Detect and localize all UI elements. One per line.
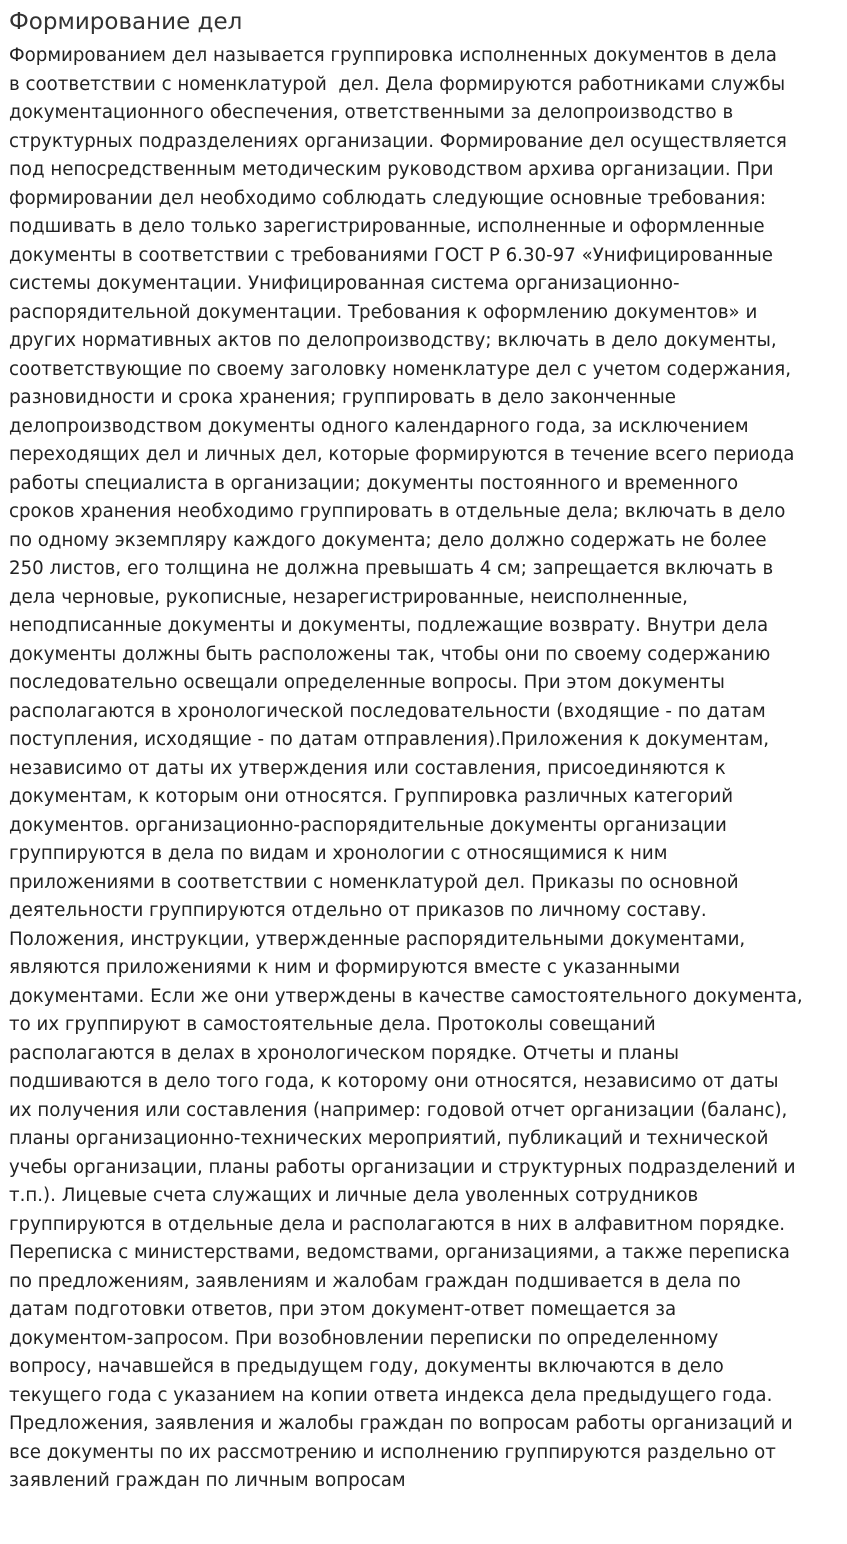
article-body: Формированием дел называется группировка исполненных документов в дела в соответствии с номенклатурой дел. Дела формируются работниками службы документационного обеспечения, ответственными за делопроизводство в структурных подразделениях организации. Формирование дел осуществляется под непосредственным методическим руководством архива организации. При формировании дел необходимо соблюдать следующие основные требования: подшивать в дело только зарегистрированные, исполненные и оформленные документы в соответствии с требованиями ГОСТ Р 6.30-97 «Унифицированные системы документации. Унифицированная система организационно- распорядительной документации. Требования к оформлению документов» и других нормативных актов по делопроизводству; включать в дело документы, соответствующие по своему заголовку номенклатуре дел с учетом содержания, разновидности и срока хранения; группировать в дело законченные делопроизводством документы одного календарного года, за исключением переходящих дел и личных дел, которые формируются в течение всего периода работы специалиста в организации; документы постоянного и временного сроков хранения необходимо группировать в отдельные дела; включать в дело по одному экземпляру каждого документа; дело должно содержать не более 250 листов, его толщина не должна превышать 4 см; запрещается включать в дела черновые, рукописные, незарегистрированные, неисполненные, неподписанные документы и документы, подлежащие возврату. Внутри дела документы должны быть расположены так, чтобы они по своему содержанию последовательно освещали определенные вопросы. При этом документы располагаются в хронологической последовательности (входящие - по датам поступления, исходящие - по датам отправления).Приложения к документам, независимо от даты их утверждения или составления, присоединяются к документам, к которым они относятся. Группировка различных категорий документов. организационно-распорядительные документы организации группируются в дела по видам и хронологии с относящимися к ним приложениями в соответствии с номенклатурой дел. Приказы по основной деятельности группируются отдельно от приказов по личному составу. Положения, инструкции, утвержденные распорядительными документами, являются приложениями к ним и формируются вместе с указанными документами. Если же они утверждены в качестве самостоятельного документа, то их группируют в самостоятельные дела. Протоколы совещаний располагаются в делах в хронологическом порядке. Отчеты и планы подшиваются в дело того года, к которому они относятся, независимо от даты их получения или составления (например: годовой отчет организации (баланс), планы организационно-технических мероприятий, публикаций и технической учебы организации, планы работы организации и структурных подразделений и т.п.). Лицевые счета служащих и личные дела уволенных сотрудников группируются в отдельные дела и располагаются в них в алфавитном порядке. Переписка с министерствами, ведомствами, организациями, а также переписка по предложениям, заявлениям и жалобам граждан подшивается в дела по датам подготовки ответов, при этом документ-ответ помещается за документом-запросом. При возобновлении переписки по определенному вопросу, начавшейся в предыдущем году, документы включаются в дело текущего года с указанием на копии ответа индекса дела предыдущего года. Предложения, заявления и жалобы граждан по вопросам работы организаций и все документы по их рассмотрению и исполнению группируются раздельно от заявлений граждан по личным вопросам xyxy=(9,45,803,1491)
article-title: Формирование дел xyxy=(9,9,243,35)
